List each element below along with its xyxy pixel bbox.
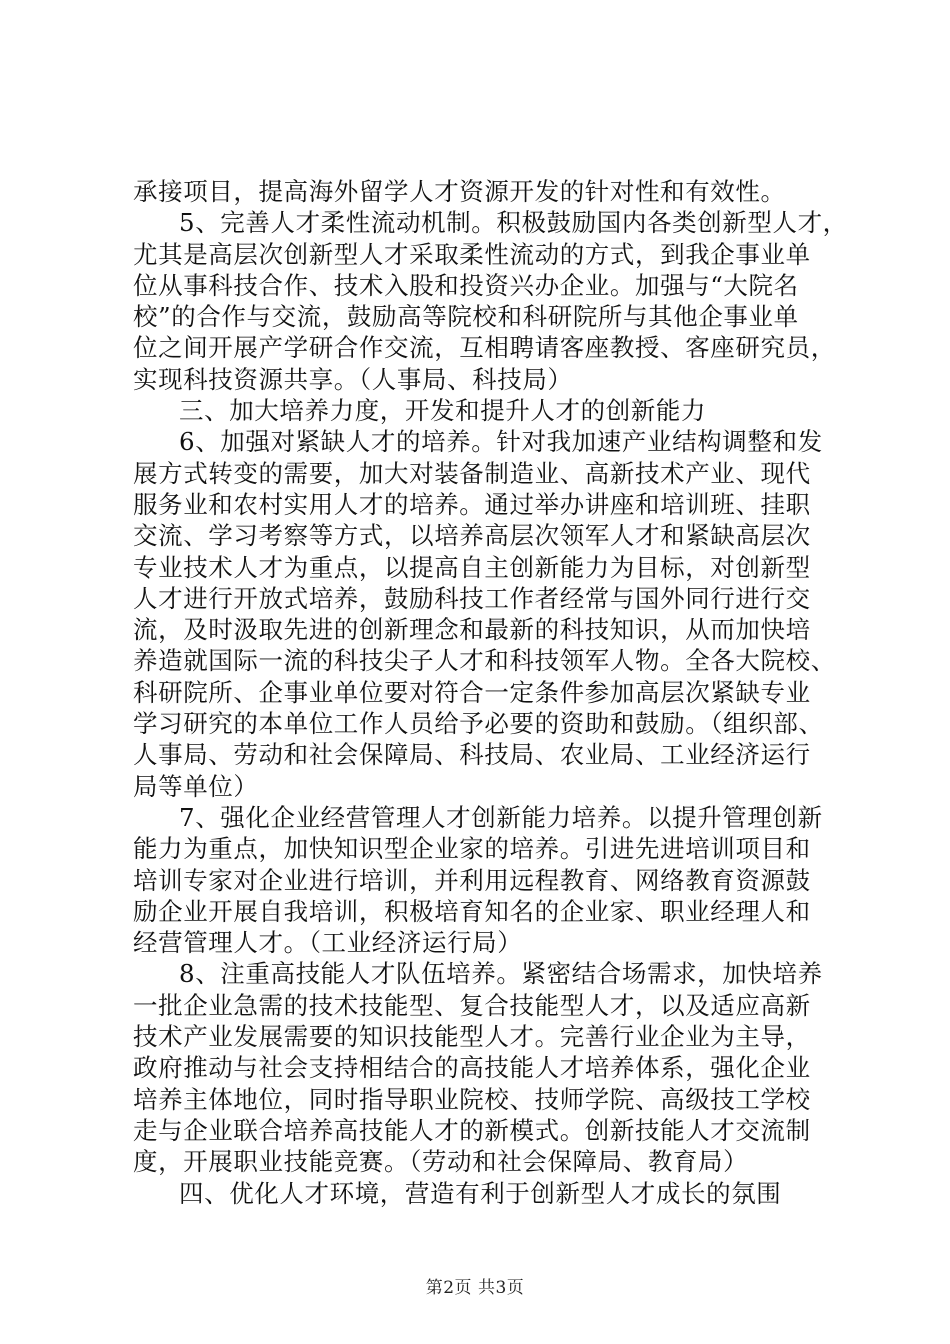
text-line: 5、完善人才柔性流动机制。积极鼓励国内各类创新型人才， [179, 208, 848, 238]
text-line: 走与企业联合培养高技能人才的新模式。创新技能人才交流制 [133, 1115, 811, 1145]
text-line: 励企业开展自我培训，积极培育知名的企业家、职业经理人和 [133, 896, 811, 926]
page-footer: 第2页 共3页 [425, 1278, 525, 1298]
text-line: 学习研究的本单位工作人员给予必要的资助和鼓励。（组织部、 [133, 709, 824, 739]
text-line: 培养主体地位，同时指导职业院校、技师学院、高级技工学校 [133, 1084, 811, 1114]
text-line: 技术产业发展需要的知识技能型人才。完善行业企业为主导， [133, 1022, 811, 1052]
text-line: 能力为重点，加快知识型企业家的培养。引进先进培训项目和 [133, 834, 811, 864]
text-line: 三、加大培养力度，开发和提升人才的创新能力 [179, 396, 707, 426]
text-line: 人事局、劳动和社会保障局、科技局、农业局、工业经济运行 [133, 740, 811, 770]
text-line: 尤其是高层次创新型人才采取柔性流动的方式，到我企事业单 [133, 239, 811, 269]
text-line: 人才进行开放式培养，鼓励科技工作者经常与国外同行进行交 [133, 583, 811, 613]
text-line: 展方式转变的需要，加大对装备制造业、高新技术产业、现代 [133, 458, 811, 488]
text-line: 实现科技资源共享。（人事局、科技局） [133, 364, 573, 394]
text-line: 度，开展职业技能竞赛。（劳动和社会保障局、教育局） [133, 1147, 749, 1177]
text-line: 专业技术人才为重点，以提高自主创新能力为目标，对创新型 [133, 552, 811, 582]
text-line: 校”的合作与交流，鼓励高等院校和科研院所与其他企事业单 [133, 302, 799, 332]
text-line: 培训专家对企业进行培训，并利用远程教育、网络教育资源鼓 [133, 865, 811, 895]
text-line: 局等单位） [133, 771, 259, 801]
text-line: 经营管理人才。（工业经济运行局） [133, 928, 523, 958]
text-line: 位之间开展产学研合作交流，互相聘请客座教授、客座研究员， [133, 333, 836, 363]
text-line: 政府推动与社会支持相结合的高技能人才培养体系，强化企业 [133, 1053, 811, 1083]
document-body [133, 176, 848, 1209]
text-line: 6、加强对紧缺人才的培养。针对我加速产业结构调整和发 [179, 427, 823, 457]
text-line: 位从事科技合作、技术入股和投资兴办企业。加强与“大院名 [133, 270, 799, 300]
text-line: 科研院所、企事业单位要对符合一定条件参加高层次紧缺专业 [133, 677, 811, 707]
text-line: 7、强化企业经营管理人才创新能力培养。以提升管理创新 [179, 802, 823, 832]
text-line: 服务业和农村实用人才的培养。通过举办讲座和培训班、挂职 [133, 489, 811, 519]
text-line: 交流、学习考察等方式，以培养高层次领军人才和紧缺高层次 [133, 521, 811, 551]
text-line: 一批企业急需的技术技能型、复合技能型人才，以及适应高新 [133, 990, 811, 1020]
text-line: 养造就国际一流的科技尖子人才和科技领军人物。全各大院校、 [133, 646, 836, 676]
text-line: 流，及时汲取先进的创新理念和最新的科技知识，从而加快培 [133, 615, 811, 645]
text-line: 8、注重高技能人才队伍培养。紧密结合场需求，加快培养 [179, 959, 823, 989]
text-line: 四、优化人才环境，营造有利于创新型人才成长的氛围 [179, 1178, 782, 1208]
text-line: 承接项目，提高海外留学人才资源开发的针对性和有效性。 [133, 177, 786, 206]
